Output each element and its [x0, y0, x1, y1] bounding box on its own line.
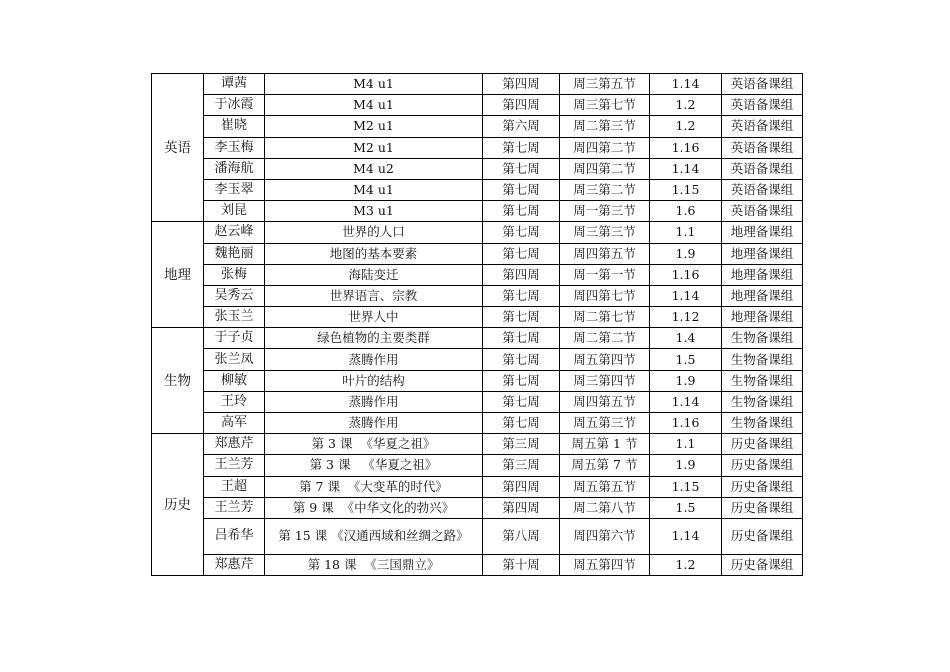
slot-cell: 周四第六节 — [560, 518, 650, 554]
slot-cell: 周四第二节 — [560, 137, 650, 158]
date-cell: 1.9 — [650, 370, 722, 391]
table-row — [152, 158, 803, 179]
group-cell: 历史备课组 — [722, 455, 803, 476]
topic-cell: M4 u1 — [265, 95, 483, 116]
week-cell: 第四周 — [483, 264, 560, 285]
teacher-cell: 郑惠芹 — [204, 554, 265, 575]
subject-cell: 历史 — [152, 434, 204, 576]
table-row — [152, 285, 803, 306]
subject-cell: 生物 — [152, 328, 204, 434]
table-row — [152, 328, 803, 349]
slot-cell: 周五第五节 — [560, 476, 650, 497]
table-row — [152, 434, 803, 455]
date-cell: 1.2 — [650, 116, 722, 137]
week-cell: 第十周 — [483, 554, 560, 575]
topic-cell: 第 7 课 《大变革的时代》 — [265, 476, 483, 497]
teacher-cell: 张梅 — [204, 264, 265, 285]
teacher-cell: 张兰凤 — [204, 349, 265, 370]
week-cell: 第七周 — [483, 179, 560, 200]
date-cell: 1.9 — [650, 243, 722, 264]
table-row — [152, 497, 803, 518]
slot-cell: 周二第八节 — [560, 497, 650, 518]
topic-cell: 蒸腾作用 — [265, 413, 483, 434]
date-cell: 1.16 — [650, 137, 722, 158]
date-cell: 1.4 — [650, 328, 722, 349]
week-cell: 第四周 — [483, 497, 560, 518]
group-cell: 英语备课组 — [722, 95, 803, 116]
slot-cell: 周五第 1 节 — [560, 434, 650, 455]
teacher-cell: 谭茜 — [204, 74, 265, 95]
topic-cell: M4 u2 — [265, 158, 483, 179]
slot-cell: 周四第二节 — [560, 158, 650, 179]
date-cell: 1.14 — [650, 391, 722, 412]
table-row — [152, 349, 803, 370]
slot-cell: 周二第三节 — [560, 116, 650, 137]
teacher-cell: 王超 — [204, 476, 265, 497]
subject-cell: 地理 — [152, 222, 204, 328]
group-cell: 地理备课组 — [722, 243, 803, 264]
group-cell: 生物备课组 — [722, 391, 803, 412]
date-cell: 1.14 — [650, 518, 722, 554]
week-cell: 第三周 — [483, 434, 560, 455]
group-cell: 生物备课组 — [722, 328, 803, 349]
group-cell: 地理备课组 — [722, 307, 803, 328]
slot-cell: 周二第七节 — [560, 307, 650, 328]
topic-cell: M4 u1 — [265, 179, 483, 200]
date-cell: 1.5 — [650, 349, 722, 370]
date-cell: 1.1 — [650, 222, 722, 243]
group-cell: 地理备课组 — [722, 264, 803, 285]
table-row — [152, 222, 803, 243]
date-cell: 1.14 — [650, 158, 722, 179]
topic-cell: 地图的基本要素 — [265, 243, 483, 264]
week-cell: 第七周 — [483, 201, 560, 222]
group-cell: 历史备课组 — [722, 554, 803, 575]
table-row — [152, 74, 803, 95]
teacher-cell: 于子贞 — [204, 328, 265, 349]
table-row — [152, 476, 803, 497]
topic-cell: 世界人中 — [265, 307, 483, 328]
teacher-cell: 李玉梅 — [204, 137, 265, 158]
week-cell: 第七周 — [483, 158, 560, 179]
table-row — [152, 179, 803, 200]
table-row — [152, 455, 803, 476]
teacher-cell: 于冰霞 — [204, 95, 265, 116]
date-cell: 1.14 — [650, 74, 722, 95]
slot-cell: 周一第一节 — [560, 264, 650, 285]
slot-cell: 周五第 7 节 — [560, 455, 650, 476]
date-cell: 1.9 — [650, 455, 722, 476]
date-cell: 1.2 — [650, 95, 722, 116]
group-cell: 地理备课组 — [722, 285, 803, 306]
topic-cell: 世界语言、宗教 — [265, 285, 483, 306]
teacher-cell: 柳敏 — [204, 370, 265, 391]
topic-cell: M4 u1 — [265, 74, 483, 95]
date-cell: 1.5 — [650, 497, 722, 518]
week-cell: 第七周 — [483, 307, 560, 328]
week-cell: 第四周 — [483, 95, 560, 116]
topic-cell: M2 u1 — [265, 116, 483, 137]
table-row — [152, 264, 803, 285]
teacher-cell: 魏艳丽 — [204, 243, 265, 264]
table-row — [152, 116, 803, 137]
group-cell: 英语备课组 — [722, 201, 803, 222]
table-row — [152, 413, 803, 434]
date-cell: 1.15 — [650, 179, 722, 200]
topic-cell: 第 15 课 《汉通西域和丝绸之路》 — [265, 518, 483, 554]
topic-cell: 第 3 课 《华夏之祖》 — [265, 455, 483, 476]
table-row — [152, 201, 803, 222]
schedule-table — [151, 73, 803, 576]
slot-cell: 周五第三节 — [560, 413, 650, 434]
group-cell: 历史备课组 — [722, 497, 803, 518]
table-row — [152, 243, 803, 264]
group-cell: 英语备课组 — [722, 137, 803, 158]
teacher-cell: 高军 — [204, 413, 265, 434]
week-cell: 第四周 — [483, 74, 560, 95]
table-row — [152, 95, 803, 116]
slot-cell: 周三第四节 — [560, 370, 650, 391]
table-row — [152, 391, 803, 412]
week-cell: 第七周 — [483, 349, 560, 370]
table-row — [152, 554, 803, 575]
week-cell: 第四周 — [483, 476, 560, 497]
date-cell: 1.15 — [650, 476, 722, 497]
teacher-cell: 潘海航 — [204, 158, 265, 179]
teacher-cell: 王兰芳 — [204, 455, 265, 476]
table-row — [152, 370, 803, 391]
topic-cell: 叶片的结构 — [265, 370, 483, 391]
slot-cell: 周二第二节 — [560, 328, 650, 349]
group-cell: 英语备课组 — [722, 74, 803, 95]
week-cell: 第七周 — [483, 137, 560, 158]
group-cell: 生物备课组 — [722, 349, 803, 370]
teacher-cell: 吕希华 — [204, 518, 265, 554]
week-cell: 第七周 — [483, 328, 560, 349]
subject-cell: 英语 — [152, 74, 204, 222]
week-cell: 第七周 — [483, 413, 560, 434]
topic-cell: 蒸腾作用 — [265, 349, 483, 370]
topic-cell: 绿色植物的主要类群 — [265, 328, 483, 349]
week-cell: 第七周 — [483, 391, 560, 412]
slot-cell: 周三第三节 — [560, 222, 650, 243]
teacher-cell: 刘昆 — [204, 201, 265, 222]
topic-cell: 第 3 课 《华夏之祖》 — [265, 434, 483, 455]
week-cell: 第七周 — [483, 285, 560, 306]
teacher-cell: 王兰芳 — [204, 497, 265, 518]
group-cell: 历史备课组 — [722, 476, 803, 497]
teacher-cell: 赵云峰 — [204, 222, 265, 243]
group-cell: 英语备课组 — [722, 158, 803, 179]
topic-cell: M3 u1 — [265, 201, 483, 222]
slot-cell: 周四第七节 — [560, 285, 650, 306]
group-cell: 历史备课组 — [722, 434, 803, 455]
slot-cell: 周一第三节 — [560, 201, 650, 222]
week-cell: 第七周 — [483, 370, 560, 391]
week-cell: 第六周 — [483, 116, 560, 137]
date-cell: 1.12 — [650, 307, 722, 328]
week-cell: 第七周 — [483, 222, 560, 243]
table-row — [152, 307, 803, 328]
week-cell: 第三周 — [483, 455, 560, 476]
topic-cell: 第 9 课 《中华文化的勃兴》 — [265, 497, 483, 518]
group-cell: 地理备课组 — [722, 222, 803, 243]
table-row — [152, 137, 803, 158]
topic-cell: 第 18 课 《三国鼎立》 — [265, 554, 483, 575]
topic-cell: 世界的人口 — [265, 222, 483, 243]
week-cell: 第七周 — [483, 243, 560, 264]
date-cell: 1.6 — [650, 201, 722, 222]
date-cell: 1.2 — [650, 554, 722, 575]
slot-cell: 周三第二节 — [560, 179, 650, 200]
slot-cell: 周五第四节 — [560, 349, 650, 370]
date-cell: 1.16 — [650, 264, 722, 285]
table-row — [152, 518, 803, 554]
teacher-cell: 张玉兰 — [204, 307, 265, 328]
slot-cell: 周四第五节 — [560, 391, 650, 412]
teacher-cell: 郑惠芹 — [204, 434, 265, 455]
teacher-cell: 吴秀云 — [204, 285, 265, 306]
topic-cell: M2 u1 — [265, 137, 483, 158]
teacher-cell: 李玉翠 — [204, 179, 265, 200]
slot-cell: 周五第四节 — [560, 554, 650, 575]
date-cell: 1.14 — [650, 285, 722, 306]
slot-cell: 周三第五节 — [560, 74, 650, 95]
group-cell: 生物备课组 — [722, 413, 803, 434]
group-cell: 英语备课组 — [722, 179, 803, 200]
teacher-cell: 王玲 — [204, 391, 265, 412]
date-cell: 1.1 — [650, 434, 722, 455]
topic-cell: 蒸腾作用 — [265, 391, 483, 412]
group-cell: 历史备课组 — [722, 518, 803, 554]
date-cell: 1.16 — [650, 413, 722, 434]
slot-cell: 周四第五节 — [560, 243, 650, 264]
group-cell: 生物备课组 — [722, 370, 803, 391]
teacher-cell: 崔晓 — [204, 116, 265, 137]
group-cell: 英语备课组 — [722, 116, 803, 137]
schedule-table-body — [152, 74, 803, 576]
topic-cell: 海陆变迁 — [265, 264, 483, 285]
slot-cell: 周三第七节 — [560, 95, 650, 116]
week-cell: 第八周 — [483, 518, 560, 554]
